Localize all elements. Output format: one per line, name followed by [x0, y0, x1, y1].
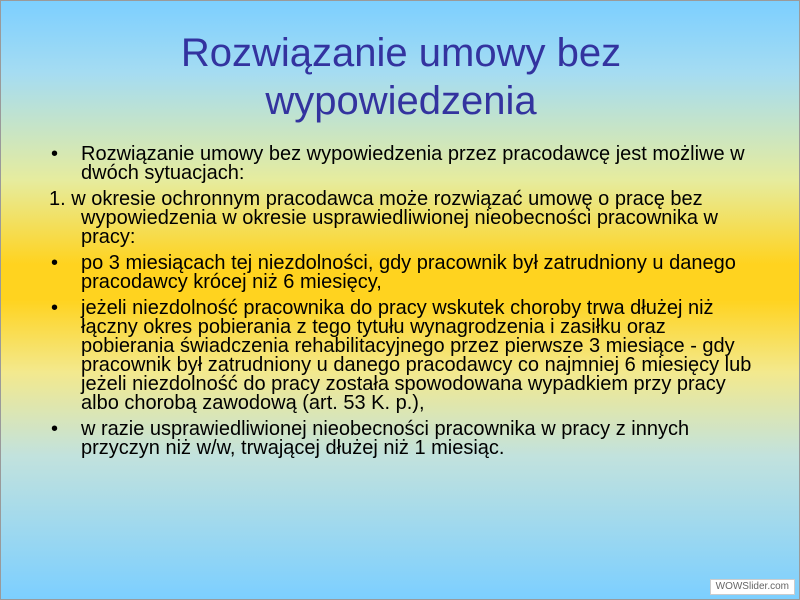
- slide-title: [61, 29, 741, 125]
- bullet-marker: •: [51, 143, 59, 165]
- numbered-text: w okresie ochronnym pracodawca może rozwiązać umowę o pracę bez wypowiedzenia w okresie usprawiedliwionej nieobecności pracownika w pracy:: [71, 188, 718, 248]
- bullet-text: po 3 miesiącach tej niezdolności, gdy pracownik był zatrudniony u danego pracodawcy krócej niż 6 miesięcy,: [81, 252, 736, 293]
- bullet-item-illness: [49, 299, 761, 413]
- wowslider-watermark-link[interactable]: WOWSlider.com: [710, 579, 795, 595]
- bullet-item-3-months: [49, 254, 761, 292]
- bullet-marker: •: [51, 252, 59, 274]
- slide-title-line-2: wypowiedzenia: [265, 79, 537, 123]
- bullet-item-other-absence: [49, 420, 761, 458]
- bullet-text: w razie usprawiedliwionej nieobecności pracownika w pracy z innych przyczyn niż w/w, trwającej dłużej niż 1 miesiąc.: [81, 418, 690, 459]
- bullet-marker: •: [51, 297, 59, 319]
- bullet-text: Rozwiązanie umowy bez wypowiedzenia przez pracodawcę jest możliwe w dwóch sytuacjach:: [81, 143, 745, 184]
- numbered-item-1: [49, 190, 761, 247]
- slide-title-line-1: Rozwiązanie umowy bez: [180, 31, 622, 75]
- bullet-item-intro: [49, 145, 761, 183]
- number-marker: 1.: [49, 188, 66, 210]
- bullet-text: jeżeli niezdolność pracownika do pracy wskutek choroby trwa dłużej niż łączny okres pobierania z tego tytułu wynagrodzenia i zasiłku oraz pobierania świadczenia rehabilitacyjnego przez pierwsze 3 miesiące - gdy pracownik był zatrudniony u danego pracodawcy co najmniej 6 miesięcy lub jeżeli niezdolność do pracy została spowodowana wypadkiem przy pracy albo chorobą zawodową (art. 53 K. p.),: [81, 297, 752, 414]
- slide-content: [49, 145, 761, 465]
- bullet-marker: •: [51, 418, 59, 440]
